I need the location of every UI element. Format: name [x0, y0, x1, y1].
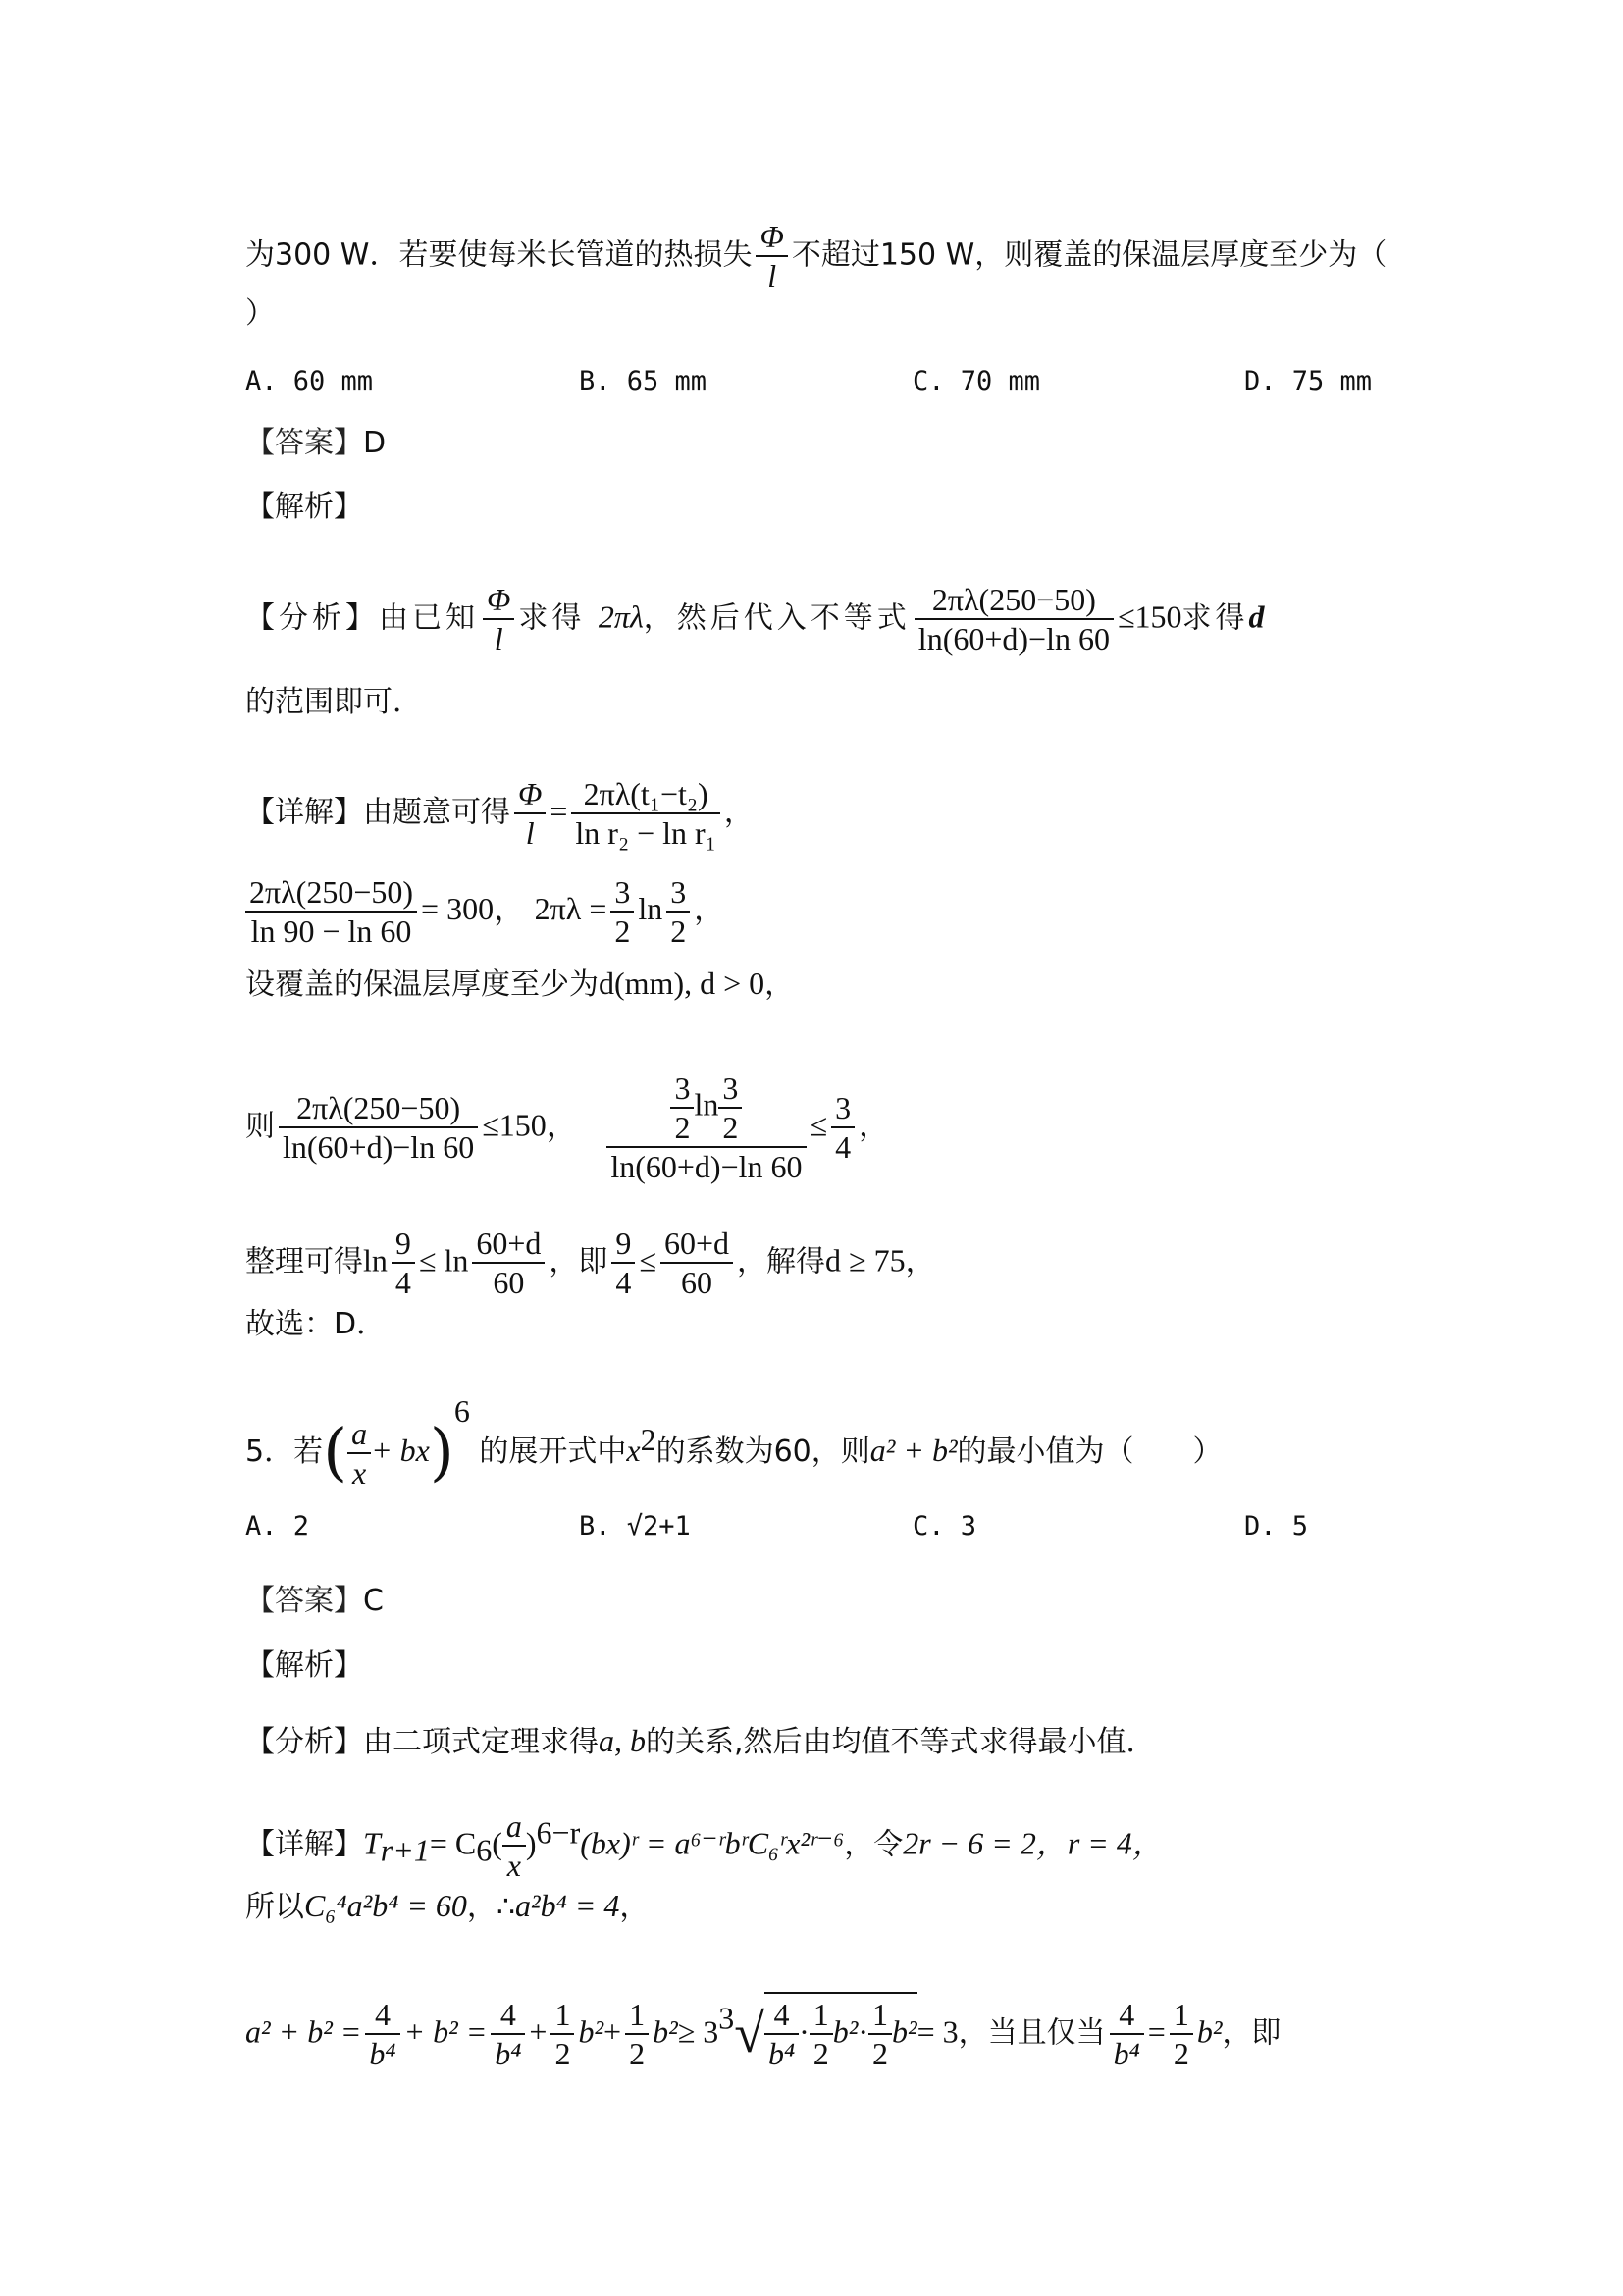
num-3: 3	[670, 1070, 694, 1109]
den-b4: b⁴	[1113, 2036, 1140, 2071]
ineq1-fraction	[279, 1089, 478, 1166]
ji-text: ，即	[1222, 2015, 1282, 2051]
num-4: 4	[764, 1996, 799, 2035]
phi: Φ	[756, 218, 787, 257]
eq2-fraction	[245, 873, 417, 950]
q4-option-b: B. 65 mm	[579, 366, 707, 396]
then-text: 则	[245, 1109, 275, 1144]
plus-b2-eq: + b² =	[403, 2013, 488, 2050]
phi: Φ	[514, 775, 546, 814]
q4-guxuan: 故选：D．	[245, 1307, 387, 1341]
le: ≤	[810, 1107, 828, 1143]
den-2: 2	[670, 913, 687, 949]
num-60d: 60+d	[472, 1225, 545, 1264]
q4-detail: 【详解】由题意可得 $\frac{\Phi}{l}$ = $\frac{\text{2πλ(t₁−t₂)}}{\text{ln r₂ − ln r₁}}$ ，	[245, 776, 754, 851]
set-d-text: 设覆盖的保温层厚度至少为	[245, 967, 599, 1002]
q4-close-paren: ）	[245, 296, 275, 331]
comma: ，	[619, 1890, 650, 1924]
a2b2-eq: a² + b² =	[245, 2013, 362, 2050]
q5-detail: 【详解】$T_{r+1}= C_6$( $\frac{a}{x}$ )$^{6-r}$(bx)ʳ = a⁶⁻ʳbʳC₆ʳx²ʳ⁻⁶，令2r − 6 = 2，r = 4，	[245, 1808, 1164, 1883]
suoyi-text: 所以	[245, 1890, 304, 1924]
q4-option-c: C. 70 mm	[913, 366, 1041, 396]
eq2-num: 2πλ(250−50)	[245, 873, 417, 913]
l: l	[494, 621, 503, 656]
a-over-x	[502, 1807, 526, 1884]
answer-value: C	[363, 1584, 384, 1618]
fenxi-text-2: 的关系,然后由均值不等式求得最小值．	[646, 1725, 1156, 1759]
den-2: 2	[812, 2036, 829, 2071]
frac-60d-60	[472, 1225, 545, 1301]
detail-frac-num: 2πλ(t₁−t₂)	[571, 775, 719, 814]
fenxi-text: 由二项式定理求得	[363, 1725, 599, 1759]
comma: ，	[859, 1109, 889, 1144]
eq: =	[1147, 2013, 1166, 2050]
q5-final: a² + b² = $\frac{4}{\text{b⁴}}$ + b² = $\frac{4}{\text{b⁴}}$ + $\frac{1}{2}$ b²+ $\frac{1}{2}$ $b^2\ge 3^3√$ $\frac{4}{\text{b⁴}}$ · $\frac{1}{2}$ b²· $\frac{1}{2}$ b²= 3，当且仅当 $\frac{4}{\text{b⁴}}$ = $\frac{1}{2}$ b²，即	[245, 1992, 1281, 2072]
eq-3: = 3	[916, 2013, 959, 2050]
dot: ·	[799, 2013, 810, 2050]
fenxi-frac-num: 2πλ(250−50)	[915, 581, 1114, 620]
le: ≤	[639, 1242, 656, 1278]
b2: b²	[1196, 2013, 1223, 2050]
therefore: ，∴	[466, 1890, 515, 1924]
detail-phi-over-l	[514, 775, 546, 852]
eq2-rhs: = 300，	[421, 891, 526, 926]
b2: b²	[832, 2013, 859, 2050]
comma: ，	[905, 1244, 935, 1279]
q4-option-d: D. 75 mm	[1244, 366, 1373, 396]
exponent-6: 6	[453, 1393, 470, 1429]
b2: b²	[892, 2013, 917, 2050]
frac-3-4	[831, 1089, 855, 1166]
a2-plus-b2: a² + b²	[869, 1433, 958, 1468]
frac-9-4b	[611, 1225, 635, 1301]
num-3: 3	[610, 873, 634, 913]
fenxi-fraction	[915, 581, 1114, 657]
fenxi-label: 【分析】	[245, 600, 379, 636]
ineq1-num: 2πλ(250−50)	[279, 1089, 478, 1128]
fenxi-text-c: ，然后代入不等式	[643, 600, 911, 636]
dangqie-text: ，当且仅当	[958, 2015, 1106, 2051]
comma: ，	[723, 795, 754, 830]
q5-analysis-label: 【解析】	[245, 1648, 363, 1683]
x: x	[506, 1848, 521, 1883]
num-9: 9	[611, 1225, 635, 1264]
q4-ineq	[245, 1070, 888, 1185]
plus-bx: + bx	[371, 1433, 430, 1468]
den-b4: b⁴	[369, 2036, 396, 2071]
r-4: ，r = 4，	[1035, 1825, 1164, 1861]
frac-1-2b	[625, 1996, 649, 2072]
detail-label: 【详解】	[245, 795, 363, 830]
q5-stem: 5．若( $\frac{a}{x}$ + bx)$^6$ 的展开式中$x^2$的系数为60，则a² + b²的最小值为（ ）	[245, 1393, 1223, 1490]
frac-1-2c	[1170, 1996, 1193, 2072]
num-4: 4	[1110, 1996, 1144, 2035]
ling-text: ，令	[844, 1827, 904, 1862]
q4-fenxi	[245, 581, 1269, 657]
fenxi-phi-over-l	[483, 581, 514, 657]
num-60d: 60+d	[660, 1225, 733, 1264]
q5-text-a: 的展开式中	[479, 1435, 627, 1469]
den-60: 60	[493, 1265, 525, 1300]
num-1: 1	[868, 1996, 892, 2035]
suoyi-math-2: a²b⁴ = 4	[515, 1888, 620, 1923]
frac-9-4	[392, 1225, 415, 1301]
phi-over-l	[756, 218, 787, 294]
detail-rest: (bx)ʳ = a⁶⁻ʳbʳC₆ʳx²ʳ⁻⁶	[580, 1825, 845, 1861]
jiede-text: ，解得	[737, 1244, 825, 1279]
num-1: 1	[625, 1996, 649, 2035]
eq-C: = C	[429, 1825, 477, 1861]
q5-text-c: 的最小值为（ ）	[957, 1435, 1223, 1469]
q4-option-a: A. 60 mm	[245, 366, 374, 396]
set-d-math: d(mm), d > 0	[599, 965, 765, 1001]
q5-text-b: 的系数为60，则	[655, 1435, 870, 1469]
ji-text: ，即	[549, 1244, 608, 1279]
q5-fenxi	[245, 1721, 1156, 1762]
comma: ，	[694, 893, 724, 927]
root-index: 3	[718, 2000, 735, 2036]
zhengli-text: 整理可得	[245, 1244, 363, 1279]
frac-4-b4b	[491, 1996, 525, 2072]
answer-value: D	[363, 426, 387, 460]
den-b4: b⁴	[495, 2036, 522, 2071]
eq-2r-6: 2r − 6 = 2	[903, 1825, 1036, 1861]
num-3: 3	[831, 1089, 855, 1128]
fenxi-frac-den: ln(60+d)−ln 60	[917, 621, 1110, 656]
answer-label: 【答案】	[245, 1584, 363, 1618]
phi: Φ	[483, 581, 514, 620]
den-2: 2	[872, 2036, 889, 2071]
answer-label: 【答案】	[245, 426, 363, 460]
den-4: 4	[394, 1265, 411, 1300]
detail-fraction	[571, 775, 719, 852]
den-b4: b⁴	[767, 2036, 796, 2071]
den-4: 4	[615, 1265, 632, 1300]
detail-text: 由题意可得	[363, 795, 510, 830]
eq2-2pilambda: 2πλ =	[534, 891, 607, 926]
plus: +	[529, 2013, 548, 2050]
num-4: 4	[491, 1996, 525, 2035]
ineq1-rhs: ≤150，	[482, 1107, 578, 1143]
fenxi-text-b: 求得	[518, 600, 586, 636]
frac-60d-60b	[660, 1225, 733, 1301]
num-1: 1	[1170, 1996, 1193, 2035]
num-1: 1	[550, 1996, 574, 2035]
ineq2-den: ln(60+d)−ln 60	[610, 1149, 803, 1184]
den-4: 4	[835, 1129, 852, 1165]
num-1: 1	[810, 1996, 833, 2035]
a-b: a, b	[599, 1723, 646, 1758]
q4-line1-text-b: 不超过150 W，则覆盖的保温层厚度至少为（	[791, 237, 1387, 273]
plus: +	[603, 2013, 622, 2050]
fenxi-label: 【分析】	[245, 1725, 363, 1759]
a: a	[502, 1807, 526, 1847]
q4-zhengli	[245, 1225, 935, 1301]
frac-4-b4c	[1110, 1996, 1144, 2072]
den-2: 2	[554, 2036, 571, 2071]
ln: ln	[363, 1242, 388, 1278]
den-60: 60	[680, 1265, 712, 1300]
b2: b²	[578, 2013, 604, 2050]
T: T	[363, 1825, 381, 1861]
q5-suoyi	[245, 1886, 649, 1927]
q4-set-d	[245, 964, 794, 1005]
q5-option-a: A. 2	[245, 1511, 310, 1541]
q4-line-1	[245, 218, 1387, 294]
den-2: 2	[674, 1110, 691, 1145]
eq2-frac-3-2b	[666, 873, 690, 950]
den-2: 2	[1173, 2036, 1189, 2071]
detail-frac-den: ln r₂ − ln r₁	[575, 815, 716, 851]
eq2-frac-3-2	[610, 873, 634, 950]
dot: ·	[858, 2013, 869, 2050]
q5-answer	[245, 1582, 384, 1621]
l: l	[767, 258, 777, 293]
le-ln: ≤ ln	[418, 1242, 469, 1278]
den-2: 2	[614, 913, 631, 949]
q4-fenxi-cont: 的范围即可．	[245, 685, 422, 719]
num-9: 9	[392, 1225, 415, 1264]
result: d ≥ 75	[825, 1242, 906, 1278]
q5-number: 5．若	[245, 1435, 324, 1469]
q4-eq2	[245, 873, 723, 950]
q5-option-c: C. 3	[913, 1511, 977, 1541]
frac-1-2	[550, 1996, 574, 2072]
q4-analysis-label: 【解析】	[245, 490, 363, 524]
den-2: 2	[629, 2036, 646, 2071]
ineq2-fraction: $\frac{3}{2}$ ln $\frac{3}{2}$ ln(60+d)−ln 60	[606, 1070, 806, 1185]
num-4: 4	[365, 1996, 399, 2035]
fenxi-var-d: d	[1248, 599, 1269, 635]
ge-3: ≥ 3	[677, 2013, 719, 2050]
num-3: 3	[666, 873, 690, 913]
suoyi-math: C₆⁴a²b⁴ = 60	[304, 1888, 467, 1923]
q4-answer	[245, 424, 386, 463]
eq2-den: ln 90 − ln 60	[250, 913, 412, 949]
comma: ，	[764, 967, 795, 1002]
ln: ln	[638, 891, 663, 926]
radicand	[764, 1992, 917, 2072]
num-3: 3	[718, 1070, 742, 1109]
frac-4-b4	[365, 1996, 399, 2072]
x: x	[626, 1433, 641, 1468]
fenxi-le-150: ≤150	[1117, 599, 1182, 635]
ineq1-den: ln(60+d)−ln 60	[283, 1129, 475, 1165]
l: l	[525, 815, 535, 851]
q5-option-d: D. 5	[1244, 1511, 1309, 1541]
den-2: 2	[722, 1110, 739, 1145]
a: a	[347, 1415, 371, 1454]
q5-option-b: B. √2+1	[579, 1511, 691, 1541]
q4-line-2	[245, 294, 275, 334]
fenxi-text-d: 求得	[1181, 600, 1249, 636]
detail-label: 【详解】	[245, 1827, 363, 1862]
T-sub: r+1	[380, 1832, 430, 1868]
a-over-x	[347, 1415, 371, 1491]
x: x	[351, 1454, 367, 1490]
fenxi-2pilambda: 2πλ	[598, 599, 644, 635]
b2: b²	[653, 2013, 678, 2050]
q4-line1-text: 为300 W．若要使每米长管道的热损失	[245, 237, 753, 273]
fenxi-text-a: 由已知	[379, 600, 479, 636]
